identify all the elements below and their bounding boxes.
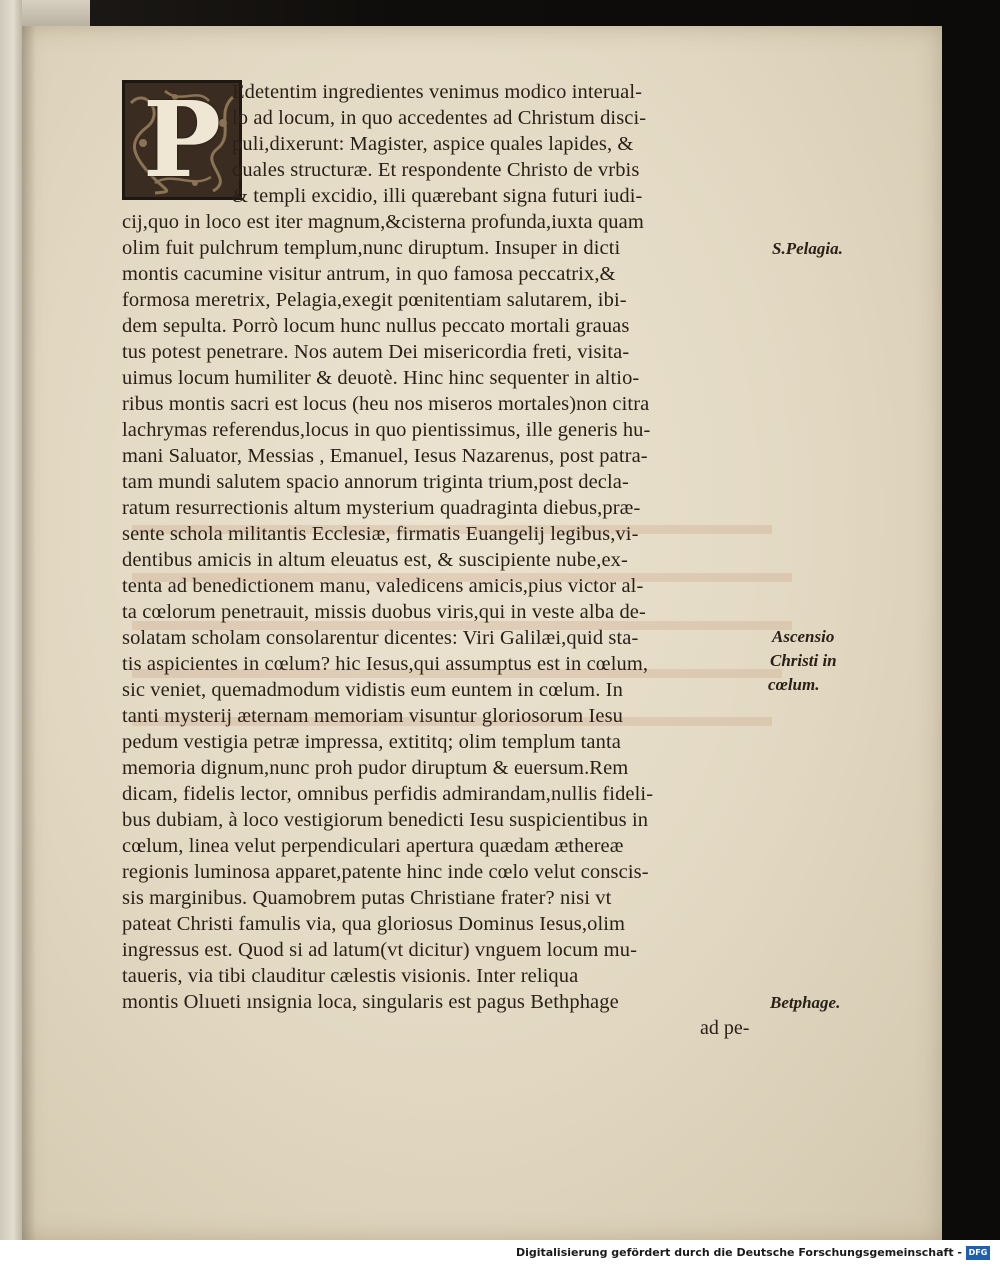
text-line: sente schola militantis Ecclesiæ, firmatis Euangelij legibus,vi-	[122, 523, 639, 545]
text-line: taueris, via tibi clauditur cælestis visionis. Inter reliqua	[122, 965, 579, 987]
text-line: ingressus est. Quod si ad latum(vt dicitur) vnguem locum mu-	[122, 939, 638, 961]
text-line: regionis luminosa apparet,patente hinc inde cœlo velut conscis-	[122, 861, 649, 883]
text-line: sis marginibus. Quamobrem putas Christiane frater? nisi vt	[122, 887, 612, 909]
text-line: solatam scholam consolarentur dicentes: Viri Galilæi,quid sta-	[122, 627, 639, 649]
text-line: lo ad locum, in quo accedentes ad Christum disci-	[232, 107, 647, 129]
text-line: ratum resurrectionis altum mysterium quadraginta diebus,præ-	[122, 497, 641, 519]
marginal-note-ascensio: Ascensio	[772, 627, 835, 646]
text-line: ta cœlorum penetrauit, missis duobus viris,qui in veste alba de-	[122, 601, 646, 623]
footer-bar	[0, 1240, 1000, 1268]
text-line: puli,dixerunt: Magister, aspice quales lapides, &	[232, 133, 634, 155]
text-line: pateat Christi famulis via, qua gloriosus Dominus Iesus,olim	[122, 913, 626, 935]
initial-letter: P	[142, 80, 222, 200]
marginal-note-ascensio: Christi in	[770, 651, 837, 670]
text-line: tus potest penetrare. Nos autem Dei misericordia freti, visita-	[122, 341, 630, 363]
funding-credit: Digitalisierung gefördert durch die Deutsche Forschungsgemeinschaft -	[515, 1246, 962, 1259]
text-line: dentibus amicis in altum eleuatus est, & suscipiente nube,ex-	[122, 549, 628, 571]
text-line: tam mundi salutem spacio annorum triginta trium,post decla-	[122, 471, 629, 493]
facing-page-corner	[22, 0, 90, 26]
decorated-initial	[122, 80, 242, 200]
text-line: & templi excidio, illi quærebant signa futuri iudi-	[232, 185, 643, 207]
text-line: montis cacumine visitur antrum, in quo famosa peccatrix,&	[122, 263, 616, 285]
text-line: bus dubiam, à loco vestigiorum benedicti Iesu suspicientibus in	[122, 809, 649, 831]
catchword: ad pe-	[700, 1017, 750, 1039]
text-line: lachrymas referendus,locus in quo pientissimus, ille generis hu-	[122, 419, 651, 441]
text-line: pedum vestigia petræ impressa, extititq; olim templum tanta	[122, 731, 621, 753]
facing-page-edge	[0, 0, 22, 1240]
text-line: cij,quo in loco est iter magnum,&cisterna profunda,iuxta quam	[122, 211, 644, 233]
text-line: sic veniet, quemadmodum vidistis eum euntem in cœlum. In	[122, 679, 623, 701]
text-line: mani Saluator, Messias , Emanuel, Iesus Nazarenus, post patra-	[122, 445, 648, 467]
text-line: uimus locum humiliter & deuotè. Hinc hinc sequenter in altio-	[122, 367, 640, 389]
marginal-note-pelagia: S.Pelagia.	[772, 239, 843, 258]
text-line: olim fuit pulchrum templum,nunc diruptum. Insuper in dicti	[122, 237, 621, 259]
text-line: tanti mysterij æternam memoriam visuntur gloriosorum Iesu	[122, 705, 624, 727]
text-line: dem sepulta. Porrò locum hunc nullus peccato mortali grauas	[122, 315, 630, 337]
text-line: tis aspicientes in cœlum? hic Iesus,qui assumptus est in cœlum,	[122, 653, 649, 675]
text-line: memoria dignum,nunc proh pudor diruptum & euersum.Rem	[122, 757, 629, 779]
text-line: Edetentim ingredientes venimus modico interual-	[232, 81, 643, 103]
text-line: quales structuræ. Et respondente Christo de vrbis	[232, 159, 640, 181]
text-line: tenta ad benedictionem manu, valedicens amicis,pius victor al-	[122, 575, 644, 597]
text-line: dicam, fidelis lector, omnibus perfidis admirandam,nullis fideli-	[122, 783, 654, 805]
marginal-note-ascensio: cœlum.	[768, 675, 820, 694]
page-gutter-shadow	[22, 26, 36, 1241]
text-line: formosa meretrix, Pelagia,exegit pœnitentiam salutarem, ibi-	[122, 289, 627, 311]
text-line: ribus montis sacri est locus (heu nos miseros mortales)non citra	[122, 393, 650, 415]
book-page	[22, 26, 942, 1241]
text-line: cœlum, linea velut perpendiculari apertura quædam æthereæ	[122, 835, 624, 857]
dfg-logo: DFG	[966, 1246, 990, 1260]
text-line: montis Olıueti ınsignia loca, singularis est pagus Bethphage	[122, 991, 619, 1013]
marginal-note-bethphage: Betphage.	[770, 993, 841, 1012]
